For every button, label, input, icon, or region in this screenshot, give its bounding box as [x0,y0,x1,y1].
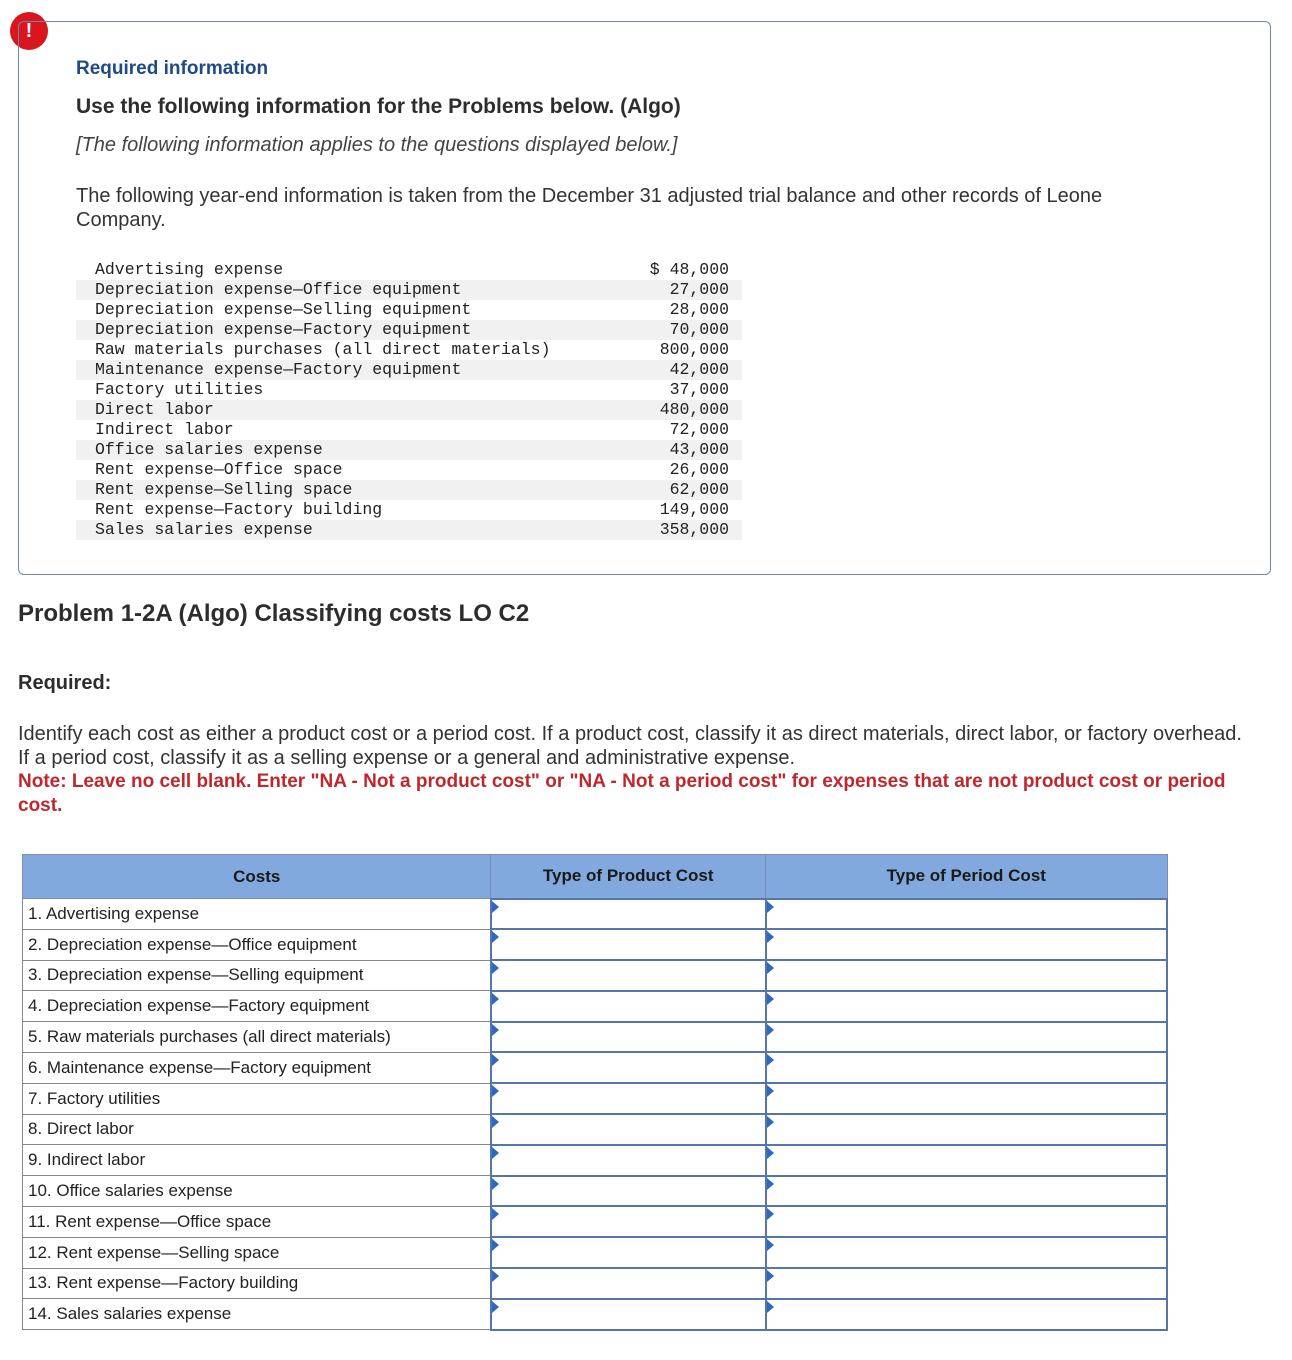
table-row [23,1237,1168,1268]
dropdown-field[interactable] [767,1269,1166,1298]
account-row [76,440,742,460]
account-name: Indirect labor [95,420,234,439]
dropdown-triangle-icon[interactable] [492,1116,499,1128]
problem-title: Problem 1-2A (Algo) Classifying costs LO C2 [18,600,530,627]
account-name: Rent expense—Office space [95,460,343,479]
account-amount: 358,000 [636,520,742,540]
account-row [76,340,742,360]
dropdown-field[interactable] [492,930,765,959]
account-name: Depreciation expense—Factory equipment [76,320,636,340]
product-cost-select[interactable] [491,1145,766,1176]
dropdown-field[interactable] [492,992,765,1021]
product-cost-select[interactable] [491,929,766,960]
dropdown-field[interactable] [767,961,1166,990]
dropdown-triangle-icon[interactable] [767,1239,774,1251]
dropdown-field[interactable] [767,930,1166,959]
account-amount: 149,000 [659,500,729,519]
dropdown-field[interactable] [767,1115,1166,1144]
dropdown-field[interactable] [767,1207,1166,1236]
product-cost-select[interactable] [491,1206,766,1237]
period-cost-select[interactable] [766,1268,1167,1299]
dropdown-field[interactable] [767,1084,1166,1113]
cost-label: 11. Rent expense—Office space [23,1206,491,1237]
account-name: Depreciation expense—Selling equipment [95,300,472,319]
dropdown-field[interactable] [492,1053,765,1082]
cost-label: 3. Depreciation expense—Selling equipment [23,960,491,991]
dropdown-field[interactable] [767,1146,1166,1175]
cost-label: 1. Advertising expense [23,899,491,930]
header-period-cost: Type of Period Cost [766,855,1167,899]
table-row [23,1176,1168,1207]
header-costs: Costs [23,855,491,899]
account-amount: 28,000 [669,300,729,319]
account-name: Maintenance expense—Factory equipment [76,360,636,380]
product-cost-select[interactable] [491,1052,766,1083]
dropdown-field[interactable] [492,1238,765,1267]
account-row [76,380,742,400]
cost-label: 8. Direct labor [23,1114,491,1145]
cost-label: 9. Indirect labor [23,1145,491,1176]
table-row [23,1022,1168,1053]
use-info-heading: Use the following information for the Problems below. (Algo) [76,95,681,118]
cost-label: 7. Factory utilities [23,1083,491,1114]
header-product-cost: Type of Product Cost [491,855,766,899]
product-cost-select[interactable] [491,991,766,1022]
dropdown-field[interactable] [492,900,765,929]
account-name: Factory utilities [95,380,264,399]
table-row [23,1268,1168,1299]
period-cost-select[interactable] [766,1083,1167,1114]
period-cost-select[interactable] [766,899,1167,930]
product-cost-select[interactable] [491,1268,766,1299]
account-row [76,420,742,440]
table-row [23,899,1168,930]
dropdown-triangle-icon[interactable] [767,1270,774,1282]
period-cost-select[interactable] [766,1052,1167,1083]
account-amount: 42,000 [636,360,742,380]
dropdown-triangle-icon[interactable] [767,901,774,913]
product-cost-select[interactable] [491,899,766,930]
intro-text: The following year-end information is taken from the December 31 adjusted trial balance and other records of Leone Company. [76,185,1103,231]
table-row [23,1206,1168,1237]
period-cost-select[interactable] [766,929,1167,960]
dropdown-field[interactable] [492,1023,765,1052]
account-name: Sales salaries expense [76,520,636,540]
instructions-text: Identify each cost as either a product cost or a period cost. If a product cost, classify it as direct materials, direct labor, or factory overhead. If a period cost, classify it as a selling expense or a general and administrative expense. [18,723,1242,769]
dropdown-triangle-icon[interactable] [492,1239,499,1251]
table-row [23,1299,1168,1330]
table-row [23,1145,1168,1176]
dropdown-field[interactable] [767,1053,1166,1082]
dropdown-field[interactable] [767,1023,1166,1052]
product-cost-select[interactable] [491,1114,766,1145]
dropdown-field[interactable] [492,1084,765,1113]
cost-label: 6. Maintenance expense—Factory equipment [23,1052,491,1083]
period-cost-select[interactable] [766,1114,1167,1145]
account-name: Rent expense—Selling space [76,480,636,500]
table-row [23,991,1168,1022]
account-amount: 62,000 [636,480,742,500]
account-row [76,280,742,300]
product-cost-select[interactable] [491,960,766,991]
dropdown-field[interactable] [492,1115,765,1144]
dropdown-triangle-icon[interactable] [767,1085,774,1097]
dropdown-triangle-icon[interactable] [492,1208,499,1220]
required-label: Required: [18,672,112,694]
dropdown-triangle-icon[interactable] [767,1024,774,1036]
dropdown-triangle-icon[interactable] [492,931,499,943]
dropdown-triangle-icon[interactable] [492,1178,499,1190]
dropdown-triangle-icon[interactable] [767,1208,774,1220]
required-info-heading: Required information [76,58,269,79]
product-cost-select[interactable] [491,1299,766,1330]
table-row [23,929,1168,960]
account-amount: 72,000 [669,420,729,439]
period-cost-select[interactable] [766,1237,1167,1268]
cost-label: 5. Raw materials purchases (all direct materials) [23,1022,491,1053]
account-amount: $ 48,000 [649,260,729,279]
cost-label: 14. Sales salaries expense [23,1299,491,1330]
dropdown-triangle-icon[interactable] [767,1301,774,1313]
dropdown-field[interactable] [492,1269,765,1298]
answer-table [22,854,1168,1331]
applies-note: [The following information applies to the questions displayed below.] [76,134,678,156]
dropdown-triangle-icon[interactable] [492,901,499,913]
account-name: Depreciation expense—Office equipment [76,280,636,300]
dropdown-triangle-icon[interactable] [492,1085,499,1097]
account-row [76,300,742,320]
account-row [76,480,742,500]
dropdown-field[interactable] [767,1238,1166,1267]
product-cost-select[interactable] [491,1022,766,1053]
dropdown-triangle-icon[interactable] [767,1116,774,1128]
account-table [76,260,742,540]
table-row [23,960,1168,991]
cost-label: 2. Depreciation expense—Office equipment [23,929,491,960]
dropdown-field[interactable] [767,1300,1166,1329]
account-name: Office salaries expense [76,440,636,460]
dropdown-field[interactable] [492,1177,765,1206]
account-amount: 26,000 [669,460,729,479]
account-row [76,260,742,280]
dropdown-field[interactable] [492,1300,765,1329]
account-amount: 27,000 [636,280,742,300]
dropdown-triangle-icon[interactable] [492,1301,499,1313]
dropdown-field[interactable] [492,1146,765,1175]
account-name: Advertising expense [95,260,284,279]
note-text: Note: Leave no cell blank. Enter "NA - Not a product cost" or "NA - Not a period cost" for expenses that are not product cost or period cost. [18,771,1226,816]
period-cost-select[interactable] [766,1022,1167,1053]
dropdown-field[interactable] [767,992,1166,1021]
account-row [76,460,742,480]
period-cost-select[interactable] [766,1176,1167,1207]
dropdown-triangle-icon[interactable] [492,1024,499,1036]
dropdown-triangle-icon[interactable] [767,1147,774,1159]
dropdown-field[interactable] [767,1177,1166,1206]
account-amount: 37,000 [669,380,729,399]
dropdown-triangle-icon[interactable] [492,993,499,1005]
account-row [76,500,742,520]
dropdown-triangle-icon[interactable] [492,1054,499,1066]
account-name: Direct labor [76,400,636,420]
table-row [23,1052,1168,1083]
dropdown-triangle-icon[interactable] [767,993,774,1005]
period-cost-select[interactable] [766,1145,1167,1176]
dropdown-field[interactable] [492,961,765,990]
dropdown-triangle-icon[interactable] [492,1147,499,1159]
period-cost-select[interactable] [766,991,1167,1022]
account-name: Rent expense—Factory building [95,500,383,519]
account-row [76,320,742,340]
dropdown-triangle-icon[interactable] [767,962,774,974]
product-cost-select[interactable] [491,1083,766,1114]
account-name: Raw materials purchases (all direct materials) [95,340,551,359]
table-row [23,1083,1168,1114]
period-cost-select[interactable] [766,960,1167,991]
account-row [76,400,742,420]
cost-label: 10. Office salaries expense [23,1176,491,1207]
product-cost-select[interactable] [491,1176,766,1207]
cost-label: 13. Rent expense—Factory building [23,1268,491,1299]
dropdown-triangle-icon[interactable] [492,1270,499,1282]
dropdown-field[interactable] [492,1207,765,1236]
period-cost-select[interactable] [766,1206,1167,1237]
account-amount: 480,000 [636,400,742,420]
account-row [76,360,742,380]
account-amount: 43,000 [636,440,742,460]
account-amount: 800,000 [659,340,729,359]
account-row [76,520,742,540]
period-cost-select[interactable] [766,1299,1167,1330]
dropdown-field[interactable] [767,900,1166,929]
cost-label: 4. Depreciation expense—Factory equipment [23,991,491,1022]
account-amount: 70,000 [636,320,742,340]
dropdown-triangle-icon[interactable] [767,1178,774,1190]
dropdown-triangle-icon[interactable] [767,1054,774,1066]
alert-icon: ! [10,12,48,50]
dropdown-triangle-icon[interactable] [492,962,499,974]
cost-label: 12. Rent expense—Selling space [23,1237,491,1268]
table-row [23,1114,1168,1145]
product-cost-select[interactable] [491,1237,766,1268]
dropdown-triangle-icon[interactable] [767,931,774,943]
